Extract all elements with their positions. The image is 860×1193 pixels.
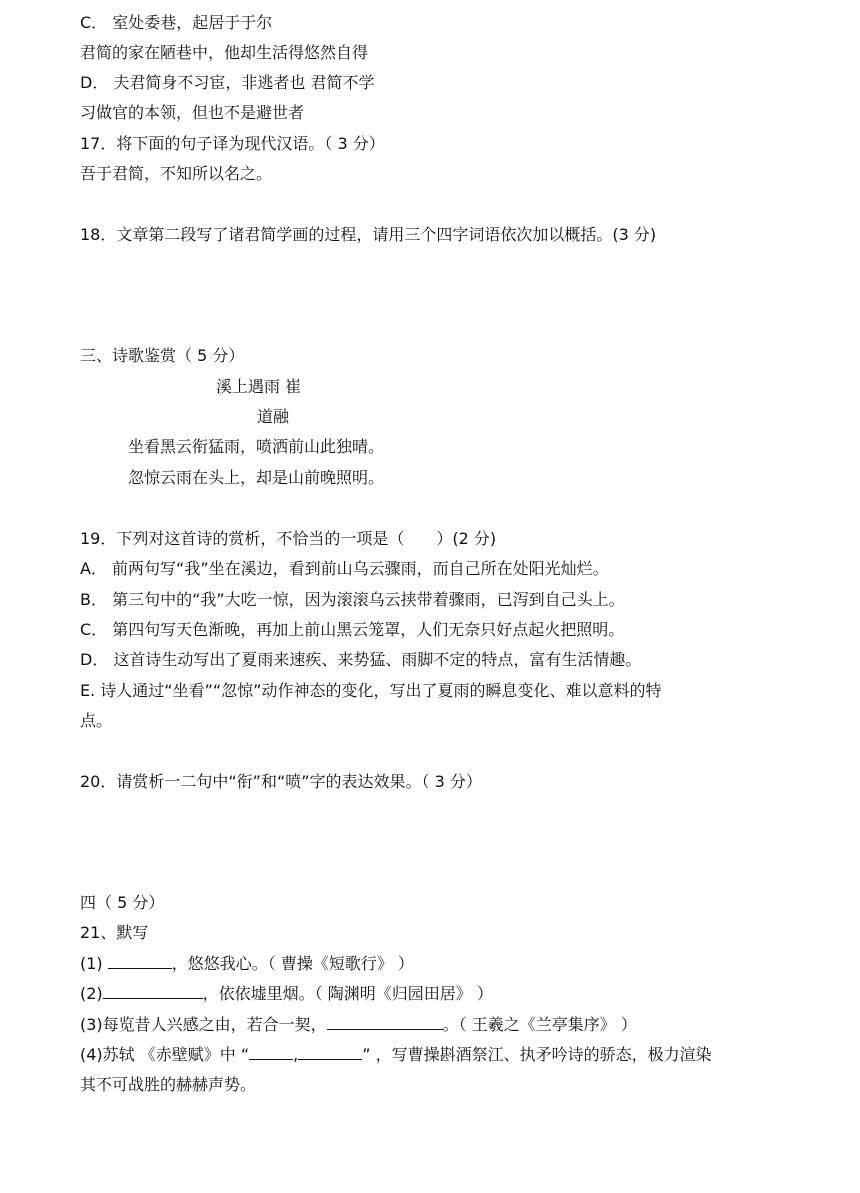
option-c-original: C． 室处委巷，起居于于尔 [80,13,273,32]
option-d-original: D． 夫君简身不习宦，非逃者也 君简不学 [80,73,375,92]
dictation-2-blank[interactable] [103,984,203,999]
dictation-1-text: ，悠悠我心。（ 曹操《短歌行》 ） [171,954,414,973]
dictation-2-text: ，依依墟里烟。（ 陶渊明《归园田居》 ） [202,984,493,1003]
dictation-item-3 [80,1015,637,1035]
section-3-heading: 三、诗歌鉴赏（ 5 分） [80,346,245,365]
dictation-3-source: 。（ 王羲之《兰亭集序》 ） [442,1015,637,1034]
question-19-option-e: E. 诗人通过“坐看”“忽惊”动作神态的变化，写出了夏雨的瞬息变化、难以意料的特 [80,681,662,700]
question-19-option-b: B． 第三句中的“我”大吃一惊，因为滚滚乌云挟带着骤雨，已泻到自己头上。 [80,590,625,609]
dictation-1-label: (1) [80,954,108,973]
question-19: 19．下列对这首诗的赏析，不恰当的一项是（ ）(2 分) [80,529,497,548]
question-21: 21、默写 [80,923,149,942]
question-19-option-d: D． 这首诗生动写出了夏雨来速疾、来势猛、雨脚不定的特点，富有生活情趣。 [80,650,642,669]
dictation-4-text-cont: ” ，写曹操斟酒祭江、执矛吟诗的骄态，极力渲染 [362,1045,712,1064]
dictation-3-text: (3)每览昔人兴感之由，若合一契， [80,1015,327,1034]
question-19-option-a: A． 前两句写“我”坐在溪边，看到前山乌云骤雨，而自己所在处阳光灿烂。 [80,559,609,578]
dictation-3-blank[interactable] [327,1015,443,1030]
option-d-translation: 习做官的本领，但也不是避世者 [80,103,305,122]
dictation-item-4 [80,1045,712,1065]
dictation-4-text: (4)苏轼 《赤壁赋》中 “ [80,1045,250,1064]
dictation-item-2 [80,984,493,1004]
poem-line-1: 坐看黑云衔猛雨，喷洒前山此独晴。 [128,437,385,456]
option-c-translation: 君简的家在陋巷中，他却生活得悠然自得 [80,43,369,62]
question-19-option-c: C． 第四句写天色渐晚，再加上前山黑云笼罩，人们无奈只好点起火把照明。 [80,620,625,639]
dictation-item-4-cont: 其不可战胜的赫赫声势。 [80,1075,257,1094]
question-19-option-e-cont: 点。 [80,711,113,730]
section-4-heading: 四（ 5 分） [80,893,165,912]
dictation-2-label: (2) [80,984,103,1003]
question-20: 20．请赏析一二句中“衔”和“喷”字的表达效果。（ 3 分） [80,772,482,791]
poem-line-2: 忽惊云雨在头上，却是山前晚照明。 [128,468,385,487]
poem-title: 溪上遇雨 崔 [216,377,302,396]
poem-author: 道融 [257,407,290,426]
question-17: 17．将下面的句子译为现代汉语。（ 3 分） [80,134,385,153]
dictation-4-comma: , [293,1045,299,1064]
dictation-4-blank-2[interactable] [298,1045,362,1060]
dictation-1-blank[interactable] [108,954,172,969]
dictation-4-blank-1[interactable] [249,1045,293,1060]
question-18: 18．文章第二段写了诸君简学画的过程，请用三个四字词语依次加以概括。(3 分) [80,225,657,244]
question-17-sentence: 吾于君简，不知所以名之。 [80,164,273,183]
dictation-item-1 [80,954,414,974]
